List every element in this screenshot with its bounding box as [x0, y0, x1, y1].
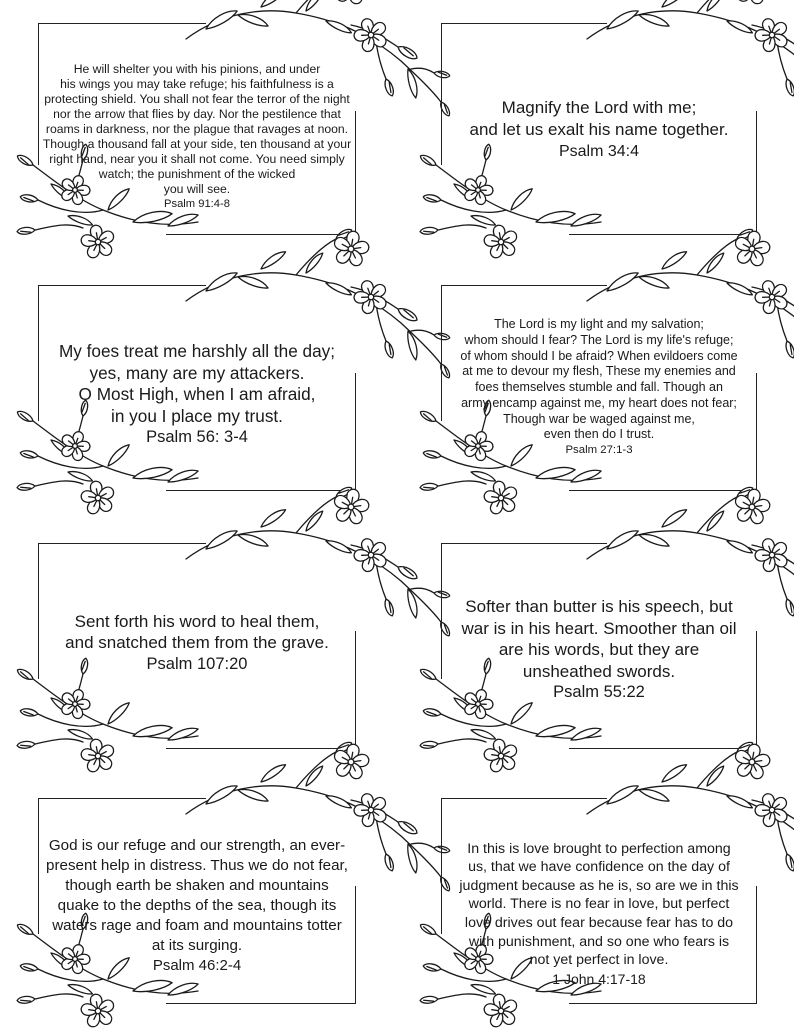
- verse-line: The Lord is my light and my salvation;: [494, 317, 704, 332]
- verse-reference: Psalm 56: 3-4: [146, 428, 248, 447]
- verse-line: though earth be shaken and mountains: [65, 877, 329, 894]
- verse-line: war is in his heart. Smoother than oil: [461, 618, 737, 638]
- verse-line: He will shelter you with his pinions, and under: [73, 62, 321, 77]
- verse-line: and let us exalt his name together.: [469, 120, 729, 139]
- verse-line: roams in darkness, nor the plague that ravages at noon.: [45, 122, 349, 137]
- verse-line: yes, many are my attackers.: [89, 362, 305, 383]
- verse-line: whom should I fear? The Lord is my life's refuge;: [464, 333, 734, 348]
- verse-line: unsheathed swords.: [522, 661, 676, 681]
- bud-icon: [784, 853, 794, 872]
- verse-line: O Most High, when I am afraid,: [78, 384, 316, 405]
- verse-line: Magnify the Lord with me;: [501, 98, 697, 117]
- verse-line: world. There is no fear in love, but perfect: [468, 896, 730, 913]
- verse-line: army encamp against me, my heart does not fear;: [461, 395, 737, 410]
- verse-reference: Psalm 46:2-4: [152, 957, 242, 974]
- verse-line: and snatched them from the grave.: [65, 633, 329, 653]
- verse-line: even then do I trust.: [543, 427, 655, 442]
- verse-line: protecting shield. You shall not fear the terror of the night: [44, 92, 350, 107]
- verse-line: waters rage and foam and mountains totter: [52, 917, 342, 934]
- verse-reference: Psalm 34:4: [558, 143, 640, 160]
- verse-reference: Psalm 107:20: [146, 654, 248, 673]
- verse-line: are his words, but they are: [498, 640, 700, 660]
- verse-line: God is our refuge and our strength, an ever-: [48, 837, 346, 854]
- verse-line: with punishment, and so one who fears is: [468, 933, 730, 950]
- bud-icon: [419, 922, 438, 937]
- flower-icon: [480, 991, 521, 1028]
- verse-line: not yet perfect in love.: [529, 952, 669, 969]
- verse-line: In this is love brought to perfection among: [467, 840, 731, 857]
- verse-reference: 1 John 4:17-18: [552, 970, 646, 987]
- verse-line: love drives out fear because fear has to do: [464, 915, 734, 931]
- verse-line: in you I place my trust.: [111, 405, 283, 426]
- verse-line: watch; the punishment of the wicked: [98, 166, 296, 181]
- verse-line: us, that we have confidence on the day of: [468, 859, 730, 876]
- verse-line: of whom should I be afraid? When evildoers come: [460, 348, 738, 363]
- verse-line: right hand, near you it shall not come. You need simply: [49, 151, 345, 166]
- flower-icon: [730, 741, 774, 783]
- verse-line: judgment because as he is, so are we in this: [459, 877, 739, 894]
- verse-line: Though war be waged against me,: [503, 411, 695, 426]
- leaf-icon: [660, 761, 688, 784]
- verse-text: [441, 840, 757, 988]
- verse-line: Softer than butter is his speech, but: [465, 597, 733, 617]
- verse-reference: Psalm 27:1-3: [565, 443, 633, 456]
- verse-line: at its surging.: [151, 937, 243, 954]
- verse-line: at me to devour my flesh, These my enemies and: [462, 364, 736, 379]
- verse-reference: Psalm 55:22: [553, 683, 645, 702]
- verse-line: foes themselves stumble and fall. Though an: [475, 380, 723, 395]
- verse-line: his wings you may take refuge; his faithfulness is a: [60, 77, 334, 92]
- verse-line: quake to the depths of the sea, though its: [57, 897, 337, 914]
- verse-line: nor the arrow that flies by day. Nor the pestilence that: [53, 107, 341, 122]
- verse-line: My foes treat me harshly all the day;: [58, 341, 336, 362]
- verse-line: you will see.: [163, 181, 231, 196]
- verse-line: present help in distress. Thus we do not fear,: [46, 857, 348, 874]
- verse-line: Sent forth his word to heal them,: [74, 611, 320, 631]
- verse-reference: Psalm 91:4-8: [164, 197, 230, 210]
- verse-line: Though a thousand fall at your side, ten thousand at your: [42, 137, 352, 151]
